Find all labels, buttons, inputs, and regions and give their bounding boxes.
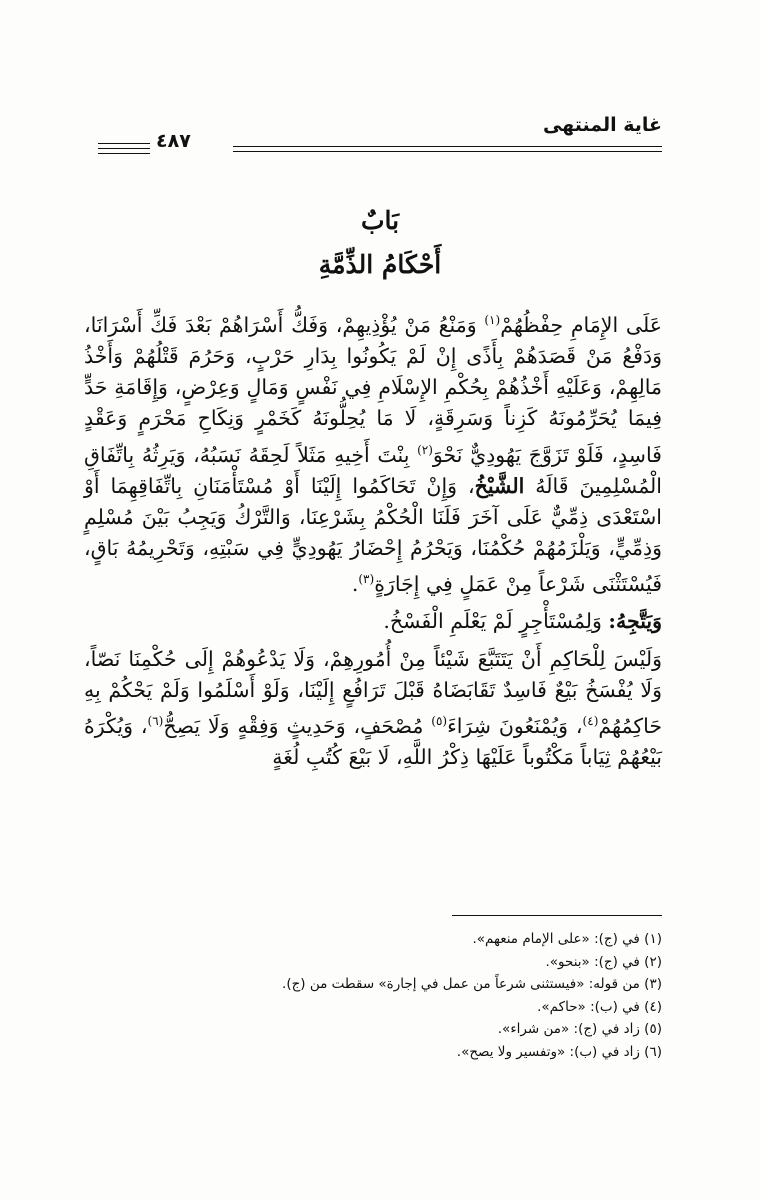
footnote-ref: (١): [484, 313, 501, 327]
footnote: (٣) من قوله: «فيستثنى شرعاً من عمل في إجارة» سقطت من (ج).: [282, 976, 662, 992]
footnote: (٢) في (ج): «بنحو».: [545, 953, 662, 970]
text-run: ، وَيُمْنَعُونَ شِرَاءَ: [447, 713, 583, 738]
text-run: وَلَيْسَ لِلْحَاكِمِ أَنْ يَتَتَبَّعَ شَيْئاً مِنْ أُمُورِهِمْ، وَلَا يَدْعُوهُمْ إِلَى حُكْمِنَا نَصّاً، وَلَا يُفْسَخُ بَيْعٌ فَاسِدٌ تَقَابَضَاهُ قَبْلَ تَرَافُعٍ إِلَيْنَا، وَلَوْ أَسْلَمُوا وَلَمْ يَحْكُمْ بِهِ حَاكِمُهُمْ: [84, 646, 662, 738]
paragraph: [84, 606, 662, 637]
footnote-separator: [452, 915, 662, 916]
footnote-ref: (٢): [417, 442, 433, 457]
page-number: ٤٨٧: [156, 130, 191, 152]
footnote: (٤) في (ب): «حاكم».: [537, 998, 662, 1015]
header-rule: [233, 151, 662, 152]
footnotes: [120, 928, 662, 1063]
text-run: عَلَى الإِمَامِ حِفْظُهُمْ: [500, 312, 662, 337]
footnote-ref: (٥): [431, 713, 448, 728]
text-run: وَمَنْعُ مَنْ يُؤْذِيهِمْ، وَفَكُّ أَسْرَاهُمْ بَعْدَ فَكِّ أَسْرَانَا، وَدَفْعُ مَنْ قَصَدَهُمْ بِأَذًى إِنْ لَمْ يَكُونُوا بِدَارِ حَرْبٍ، وَحَرُمَ قَتْلُهُمْ وَأَخْذُ مَالِهِمْ، وَعَلَيْهِ أَخْذُهُمْ بِحُكْمِ الإِسْلَامِ فِي نَفْسٍ وَمَالٍ وَعِرْضٍ، وَإِقَامَةِ حَدٍّ فِيمَا يُحَرِّمُونَهُ كَزِناً وَسَرِقَةٍ، لَا مَا يُحِلُّونَهُ كَخَمْرٍ وَنِكَاحِ مَحْرَمٍ وَعَقْدٍ فَاسِدٍ، فَلَوْ تَزَوَّجَ يَهُودِيٌّ نَحْوَ: [84, 312, 662, 467]
text-run: ، وَإِنْ تَحَاكَمُوا إِلَيْنَا أَوْ مُسْتَأْمَنَانِ بِاتِّفَاقِهِمَا أَوْ اسْتَعْدَى ذِمِّيٌّ عَلَى آخَرَ فَلَنَا الْحُكْمُ بِشَرْعِنَا، وَالتَّرْكُ وَيَجِبُ بَيْنَ مُسْلِمٍ وَذِمِّيٍّ، وَيَلْزَمُهُمْ حُكْمُنَا، وَيَحْرُمُ إِحْضَارُ يَهُودِيٍّ فِي سَبْتِهِ، وَتَحْرِيمُهُ بَاقٍ، فَيُسْتَثْنَى شَرْعاً مِنْ عَمَلٍ فِي إِجَارَةٍ: [84, 473, 662, 597]
text-run: مُصْحَفٍ، وَحَدِيثٍ وَفِقْهٍ وَلَا يَصِحُّ: [163, 713, 432, 738]
header-rule-short: [98, 143, 150, 144]
chapter-title: بَابٌ: [360, 206, 400, 235]
text-run: بِنْتَ أَخِيهِ مَثَلاً لَحِقَهُ نَسَبُهُ، وَيَرِثُهُ بِاتِّفَاقِ الْمُسْلِمِينَ قَالَهُ: [84, 442, 662, 498]
header-rule-short: [98, 148, 150, 149]
text-run: ، وَيُكْرَهُ بَيْعُهُمْ ثِيَاباً مَكْتُوباً عَلَيْهَا ذِكْرُ اللَّهِ، لَا بَيْعَ كُتُبِ لُغَةٍ: [84, 713, 662, 769]
text-run: وَلِمُسْتَأْجِرٍ لَمْ يَعْلَمِ الْفَسْخُ.: [383, 609, 609, 634]
footnote-ref: (٤): [582, 713, 599, 728]
footnote-ref: (٦): [147, 713, 164, 728]
header-rule-short: [98, 153, 150, 154]
paragraph: [84, 305, 662, 600]
text-run: .: [351, 572, 359, 597]
footnote: (٥) زاد في (ج): «من شراء».: [497, 1021, 662, 1037]
footnote: (٦) زاد في (ب): «وتفسير ولا يصح».: [456, 1043, 662, 1060]
running-header-title: غاية المنتهى: [542, 114, 662, 136]
footnote: (١) في (ج): «على الإمام منعهم».: [472, 931, 662, 947]
footnote-ref: (٣): [358, 572, 375, 587]
header-rule: [233, 146, 662, 147]
emphasis-label: وَيَتَّجِهُ:: [608, 609, 662, 634]
emphasis-text: الشَّيْخُ: [474, 473, 525, 498]
chapter-subtitle: أَحْكَامُ الذِّمَّةِ: [318, 250, 442, 279]
main-text: [84, 305, 662, 773]
paragraph: [84, 644, 662, 774]
